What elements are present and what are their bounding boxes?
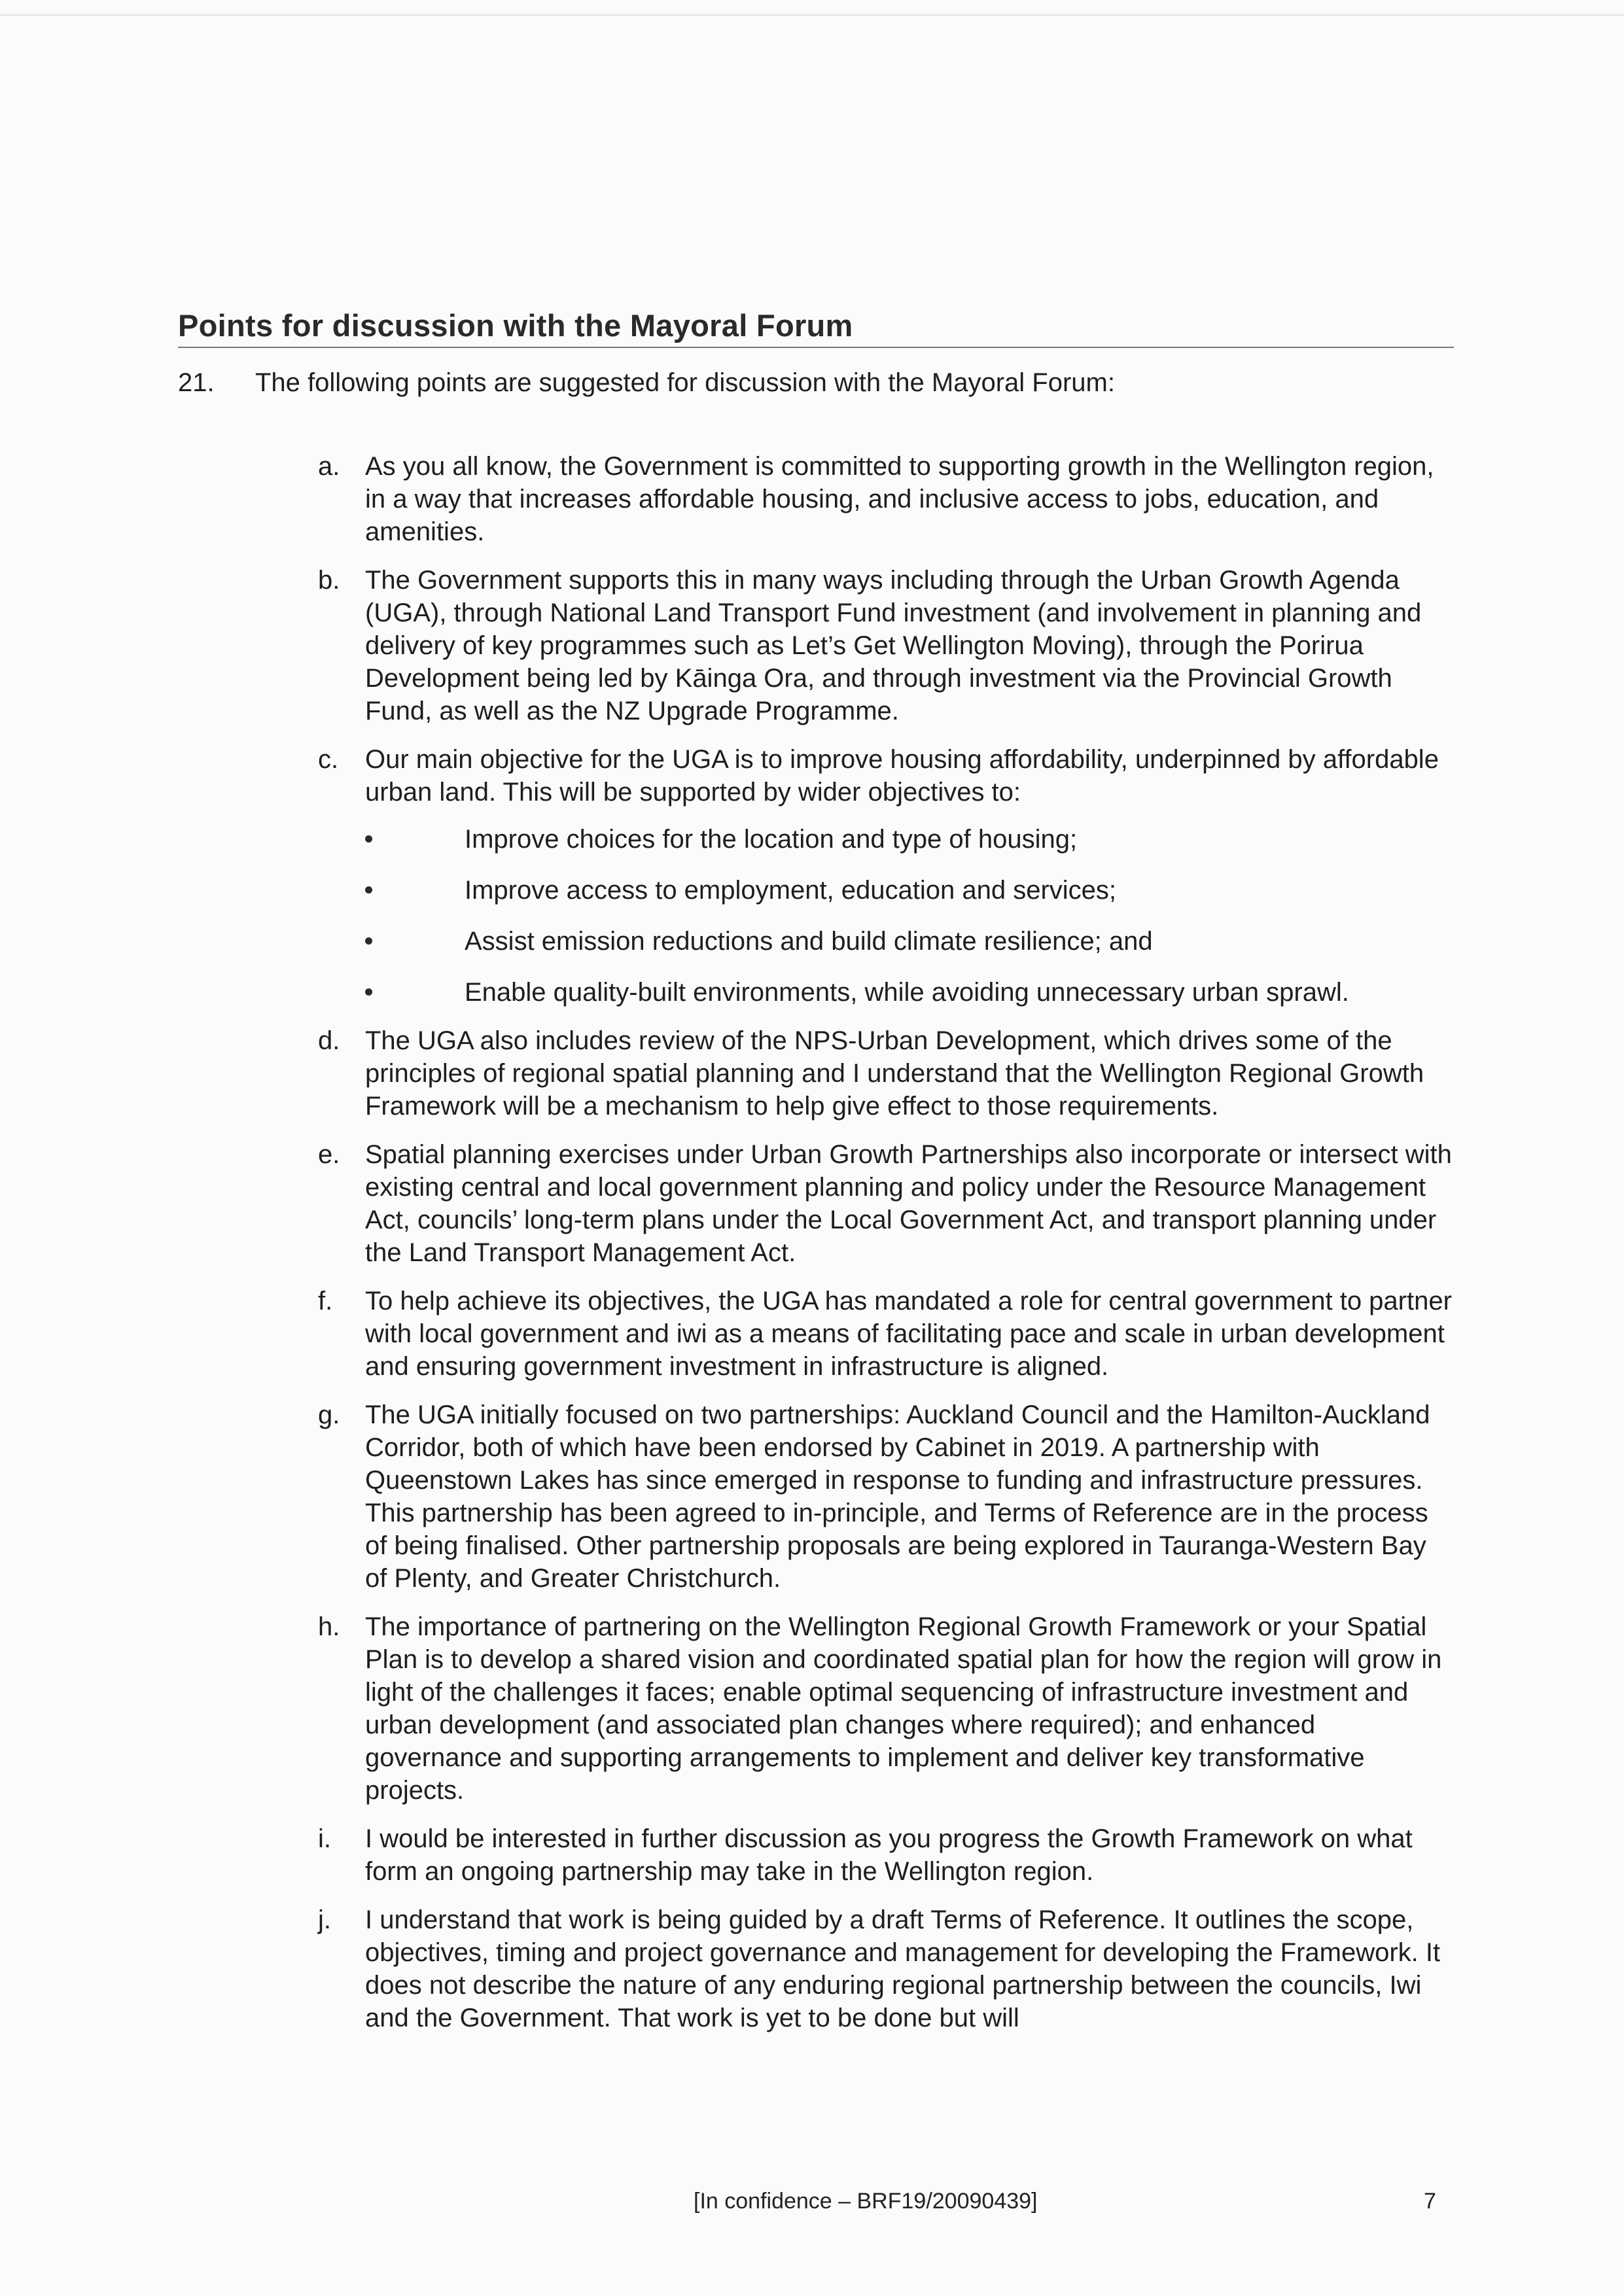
item-label: e. xyxy=(318,1140,340,1169)
item-text: The UGA initially focused on two partnerships: Auckland Council and the Hamilton-Auckland Corridor, both of which have been endorsed by Cabinet in 2019. A partnership with Queenstown Lakes has since emerged in response to funding and infrastructure pressures. This partnership has been agreed to in-principle, and Terms of Reference are in the process of being finalised. Other partnership proposals are being explored in Tauranga-Western Bay of Plenty, and Greater Christchurch. xyxy=(365,1400,1430,1593)
item-text: The UGA also includes review of the NPS-Urban Development, which drives some of the principles of regional spatial planning and I understand that the Wellington Regional Growth Framework will be a mechanism to help give effect to those requirements. xyxy=(365,1026,1424,1121)
item-label: b. xyxy=(318,566,340,595)
item-label: g. xyxy=(318,1400,340,1429)
item-text: The importance of partnering on the Wellington Regional Growth Framework or your Spatial Plan is to develop a shared vision and coordinated spatial plan for how the region will grow in light of the challenges it faces; enable optimal sequencing of infrastructure investment and urban development (and associated plan changes where required); and enhanced governance and supporting arrangements to implement and deliver key transformative projects. xyxy=(365,1612,1442,1805)
section-heading-block xyxy=(178,306,1454,348)
item-text: I would be interested in further discussion as you progress the Growth Framework on what form an ongoing partnership may take in the Wellington region. xyxy=(365,1824,1413,1886)
item-text: To help achieve its objectives, the UGA has mandated a role for central government to partner with local government and iwi as a means of facilitating pace and scale in urban development and ensuring government investment in infrastructure is aligned. xyxy=(365,1287,1452,1381)
bullet-item xyxy=(178,976,1454,1009)
list-item-e xyxy=(178,1138,1454,1269)
page-edge xyxy=(0,14,1624,16)
bullet-text: Enable quality-built environments, while avoiding unnecessary urban sprawl. xyxy=(465,978,1349,1007)
list-item-a xyxy=(178,450,1454,548)
bullet-icon xyxy=(365,886,372,894)
item-label: h. xyxy=(318,1612,340,1641)
item-text: The Government supports this in many ways including through the Urban Growth Agenda (UGA), through National Land Transport Fund investment (and involvement in planning and delivery of key programmes such as Let’s Get Wellington Moving), through the Porirua Development being led by Kāinga Ora, and through investment via the Provincial Growth Fund, as well as the NZ Upgrade Programme. xyxy=(365,566,1422,725)
item-label: a. xyxy=(318,452,340,481)
item-text: As you all know, the Government is committed to supporting growth in the Wellington region, in a way that increases affordable housing, and inclusive access to jobs, education, and amenities. xyxy=(365,452,1434,546)
bullet-icon xyxy=(365,835,372,843)
bullet-item xyxy=(178,874,1454,907)
bullet-icon xyxy=(365,988,372,996)
paragraph-21 xyxy=(178,366,1454,399)
page-number: 7 xyxy=(1424,2189,1436,2214)
item-label: i. xyxy=(318,1824,331,1853)
objectives-bullet-list xyxy=(178,823,1454,1009)
item-label: c. xyxy=(318,745,339,774)
list-item-i xyxy=(178,1822,1454,1888)
paragraph-number: 21. xyxy=(178,368,215,397)
item-label: d. xyxy=(318,1026,340,1055)
item-text: Our main objective for the UGA is to improve housing affordability, underpinned by affordable urban land. This will be supported by wider objectives to: xyxy=(365,745,1439,807)
list-item-h xyxy=(178,1610,1454,1807)
item-label: j. xyxy=(318,1905,331,1934)
bullet-text: Assist emission reductions and build climate resilience; and xyxy=(465,927,1153,956)
bullet-text: Improve choices for the location and type of housing; xyxy=(465,825,1078,854)
list-item-f xyxy=(178,1285,1454,1383)
list-item-b xyxy=(178,564,1454,727)
section-heading: Points for discussion with the Mayoral Forum xyxy=(178,308,853,343)
bullet-item xyxy=(178,823,1454,856)
paragraph-intro: The following points are suggested for discussion with the Mayoral Forum: xyxy=(255,368,1115,397)
list-item-c xyxy=(178,743,1454,809)
list-item-d xyxy=(178,1024,1454,1122)
item-text: I understand that work is being guided by a draft Terms of Reference. It outlines the scope, objectives, timing and project governance and management for developing the Framework. It does not describe the nature of any enduring regional partnership between the councils, Iwi and the Government. That work is yet to be done but will xyxy=(365,1905,1441,2032)
bullet-icon xyxy=(365,937,372,945)
footer-classification: [In confidence – BRF19/20090439] xyxy=(694,2189,1038,2214)
item-label: f. xyxy=(318,1287,333,1315)
list-item-j xyxy=(178,1904,1454,2034)
bullet-text: Improve access to employment, education and services; xyxy=(465,876,1117,905)
heading-rule xyxy=(178,347,1454,348)
document-body xyxy=(178,366,1454,2034)
list-item-g xyxy=(178,1399,1454,1595)
item-text: Spatial planning exercises under Urban Growth Partnerships also incorporate or intersect with existing central and local government planning and policy under the Resource Management Act, councils’ long-term plans under the Local Government Act, and transport planning under the Land Transport Management Act. xyxy=(365,1140,1452,1267)
bullet-item xyxy=(178,925,1454,958)
discussion-points-list xyxy=(178,450,1454,2034)
